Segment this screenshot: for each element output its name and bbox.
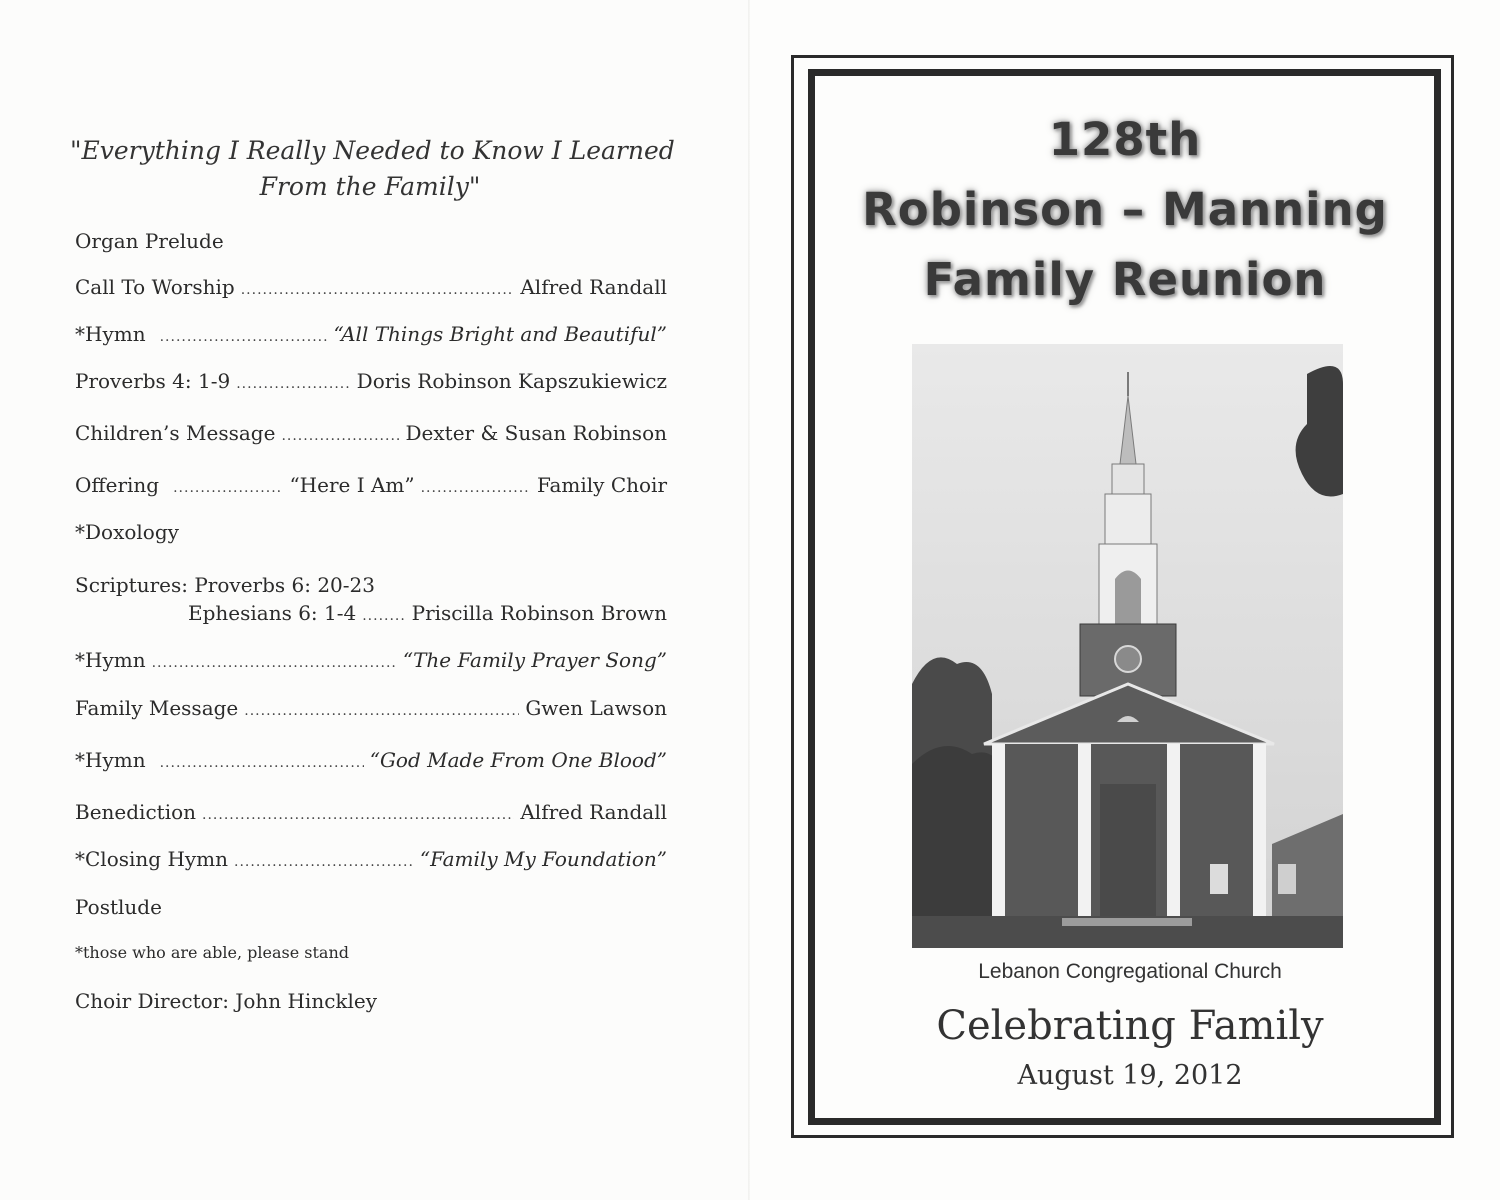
hymn-3-label: *Hymn [75,748,146,772]
closing-hymn-value: “Family My Foundation” [419,847,667,871]
benediction-label: Benediction [75,800,197,824]
hymn-2-line [75,648,667,678]
proverbs-line [75,369,667,399]
reunion-heading: Family Reunion [923,253,1327,306]
call-to-worship-value: Alfred Randall [520,275,667,299]
theme-line-1: "Everything I Really Needed to Know I Learned [70,136,675,165]
hymn-2-value: “The Family Prayer Song” [402,648,667,672]
ephesians-value: Priscilla Robinson Brown [411,601,667,625]
childrens-message-value: Dexter & Susan Robinson [405,421,667,445]
anniversary-heading: 128th [1048,113,1202,166]
hymn-3-line [75,748,667,778]
family-message-value: Gwen Lawson [525,696,667,720]
leader-dots [421,480,531,496]
hymn-1-value: “All Things Bright and Beautiful” [333,322,667,346]
ephesians-label: Ephesians 6: 1-4 [188,601,357,625]
celebrating-family-title: Celebrating Family [936,1003,1324,1049]
closing-hymn-line [75,847,667,877]
leader-dots [160,755,364,771]
offering-value: Family Choir [536,473,668,497]
leader-dots [241,282,515,298]
offering-line [75,473,667,503]
leader-dots [362,608,405,624]
page-fold [748,0,750,1200]
leader-dots [152,655,397,671]
hymn-2-label: *Hymn [75,648,146,672]
choir-director: Choir Director: John Hinckley [75,989,378,1013]
hymn-1-label: *Hymn [75,322,146,346]
leader-dots [236,376,350,392]
leader-dots [173,480,283,496]
leader-dots [244,703,519,719]
hymn-3-value: “God Made From One Blood” [369,748,667,772]
family-message-label: Family Message [75,696,239,720]
proverbs-label: Proverbs 4: 1-9 [75,369,231,393]
offering-song: “Here I Am” [289,473,415,497]
scriptures-line-1: Scriptures: Proverbs 6: 20-23 [75,573,375,597]
scriptures-line-2 [75,601,667,631]
leader-dots [234,854,414,870]
leader-dots [202,807,514,823]
theme-line-2: From the Family" [259,172,481,201]
postlude: Postlude [75,895,162,919]
childrens-message-label: Children’s Message [75,421,276,445]
service-theme [70,133,675,205]
call-to-worship-line [75,275,667,305]
hymn-1-line [75,322,667,352]
call-to-worship-label: Call To Worship [75,275,235,299]
leader-dots [160,329,328,345]
offering-label: Offering [75,473,160,497]
church-name: Lebanon Congregational Church [978,960,1282,983]
family-names-heading: Robinson – Manning [862,183,1388,236]
stand-note: *those who are able, please stand [75,943,349,962]
leader-dots [281,428,399,444]
proverbs-value: Doris Robinson Kapszukiewicz [356,369,667,393]
family-message-line [75,696,667,726]
closing-hymn-label: *Closing Hymn [75,847,229,871]
doxology: *Doxology [75,520,179,544]
childrens-message-line [75,421,667,451]
organ-prelude: Organ Prelude [75,229,224,253]
church-photo [912,344,1343,948]
benediction-line [75,800,667,830]
event-date: August 19, 2012 [1017,1060,1243,1091]
benediction-value: Alfred Randall [520,800,667,824]
